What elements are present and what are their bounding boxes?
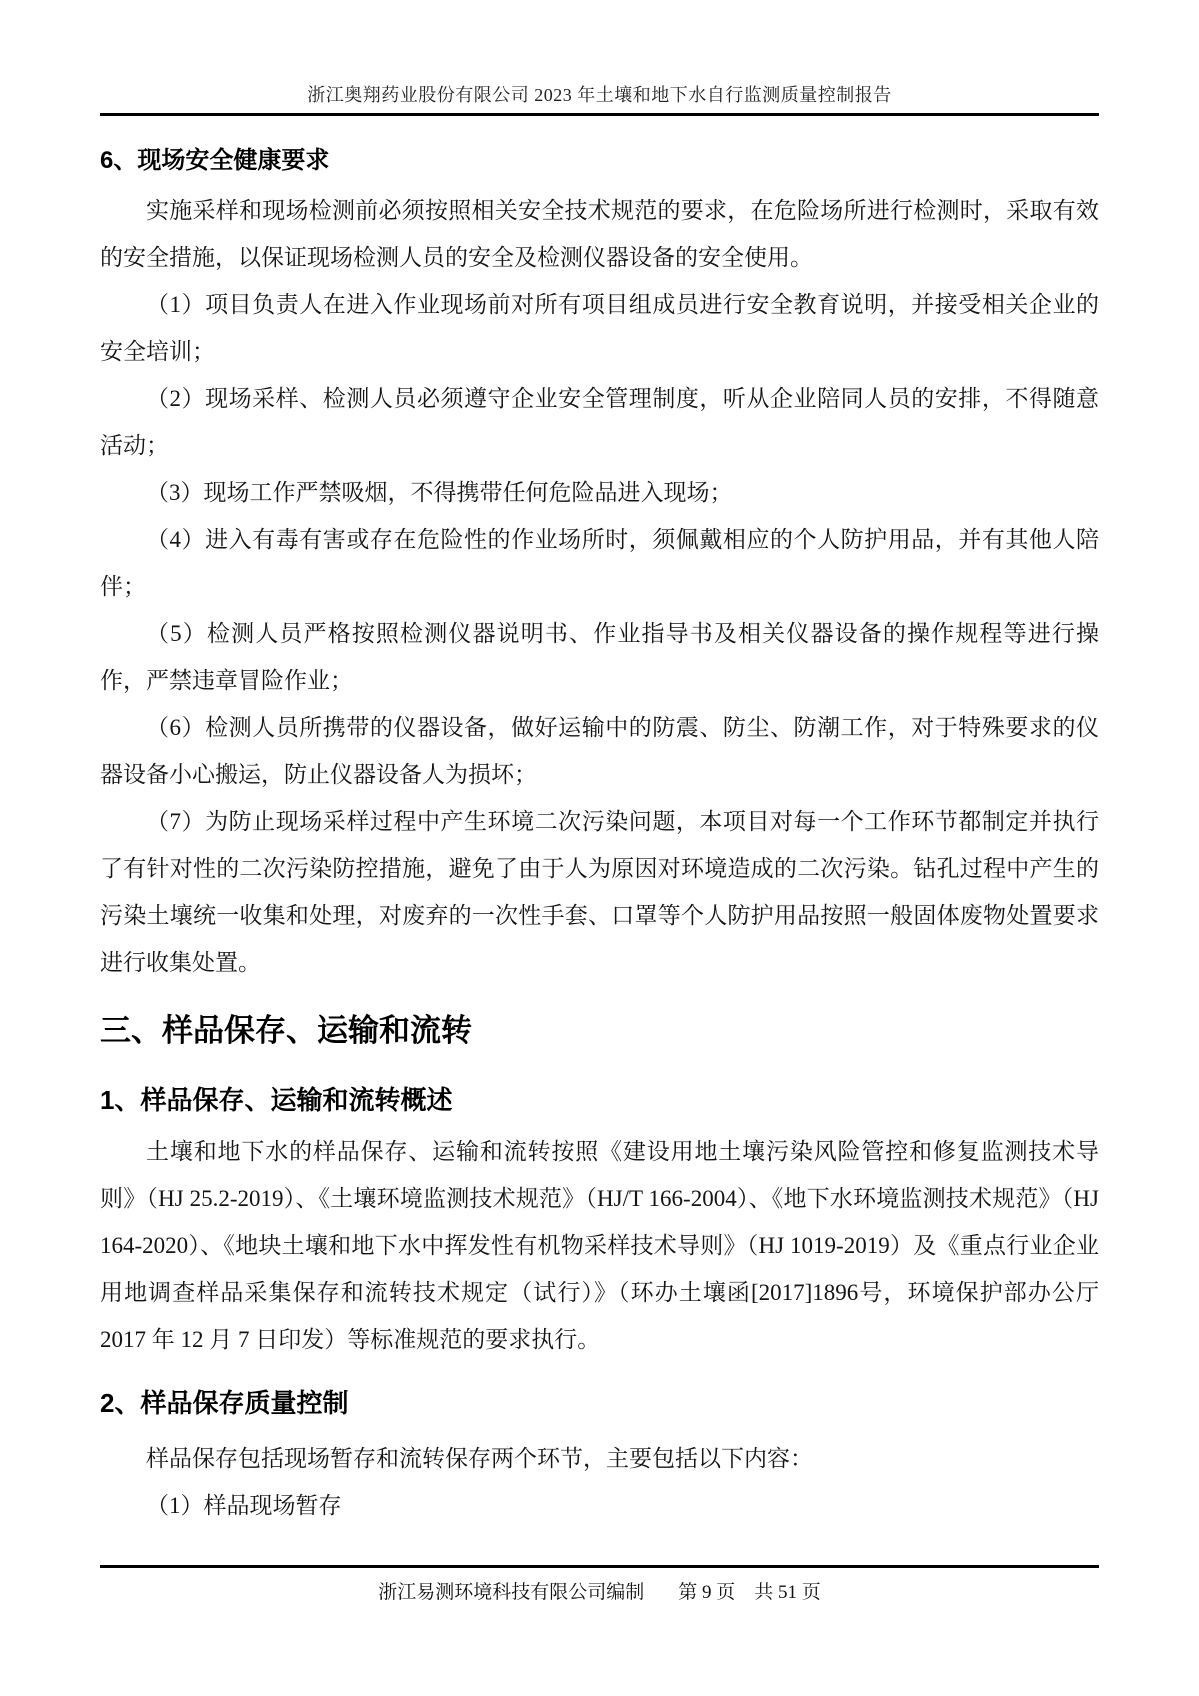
- section6-item-2: （2）现场采样、检测人员必须遵守企业安全管理制度，听从企业陪同人员的安排，不得随意活动；: [100, 386, 1099, 458]
- subsection-heading-2: 2、样品保存质量控制: [100, 1388, 349, 1418]
- section6-intro-paragraph: 实施采样和现场检测前必须按照相关安全技术规范的要求，在危险场所进行检测时，采取有效的安全措施，以保证现场检测人员的安全及检测仪器设备的安全使用。: [100, 198, 1099, 270]
- footer-company: 浙江易测环境科技有限公司编制: [378, 1582, 645, 1603]
- section6-item-3: （3）现场工作严禁吸烟，不得携带任何危险品进入现场；: [146, 480, 733, 505]
- footer-page-number: 第 9 页 共 51 页: [678, 1582, 821, 1603]
- section6-item-1: （1）项目负责人在进入作业现场前对所有项目组成员进行安全教育说明，并接受相关企业的安全培训；: [100, 292, 1099, 364]
- section6-item-7: （7）为防止现场采样过程中产生环境二次污染问题，本项目对每一个工作环节都制定并执行了有针对性的二次污染防控措施，避免了由于人为原因对环境造成的二次污染。钻孔过程中产生的污染土壤统一收集和处理，对废弃的一次性手套、口罩等个人防护用品按照一般固体废物处置要求进行收集处置。: [100, 809, 1099, 975]
- page-footer: [100, 1565, 1099, 1604]
- page-inner: [100, 0, 1099, 1529]
- chapter-heading-3: 三、样品保存、运输和流转: [100, 1013, 472, 1048]
- subsection-heading-1: 1、样品保存、运输和流转概述: [100, 1085, 453, 1115]
- subsection1-paragraph: 土壤和地下水的样品保存、运输和流转按照《建设用地土壤污染风险管控和修复监测技术导则》（HJ 25.2-2019）、《土壤环境监测技术规范》（HJ/T 166-2004）、《地下水环境监测技术规范》（HJ 164-2020）、《地块土壤和地下水中挥发性有机物采样技术导则》（HJ 1019-2019）及《重点行业企业用地调查样品采集保存和流转技术规定（试行）》（环办土壤函[2017]1896号，环境保护部办公厅 2017 年 12 月 7 日印发）等标准规范的要求执行。: [100, 1139, 1099, 1352]
- page-header-title: 浙江奥翔药业股份有限公司 2023 年土壤和地下水自行监测质量控制报告: [307, 85, 892, 105]
- section6-item-4: （4）进入有毒有害或存在危险性的作业场所时，须佩戴相应的个人防护用品，并有其他人陪伴；: [100, 527, 1099, 599]
- header-rule: [100, 113, 1099, 116]
- section6-item-6: （6）检测人员所携带的仪器设备，做好运输中的防震、防尘、防潮工作，对于特殊要求的仪器设备小心搬运，防止仪器设备人为损坏；: [100, 715, 1099, 787]
- subsection2-paragraph: 样品保存包括现场暂存和流转保存两个环节，主要包括以下内容：: [146, 1446, 813, 1471]
- section-heading-6: 6、现场安全健康要求: [100, 147, 330, 174]
- section6-item-5: （5）检测人员严格按照检测仪器说明书、作业指导书及相关仪器设备的操作规程等进行操作，严禁违章冒险作业；: [100, 621, 1099, 693]
- subsection2-item-1: （1）样品现场暂存: [146, 1493, 342, 1518]
